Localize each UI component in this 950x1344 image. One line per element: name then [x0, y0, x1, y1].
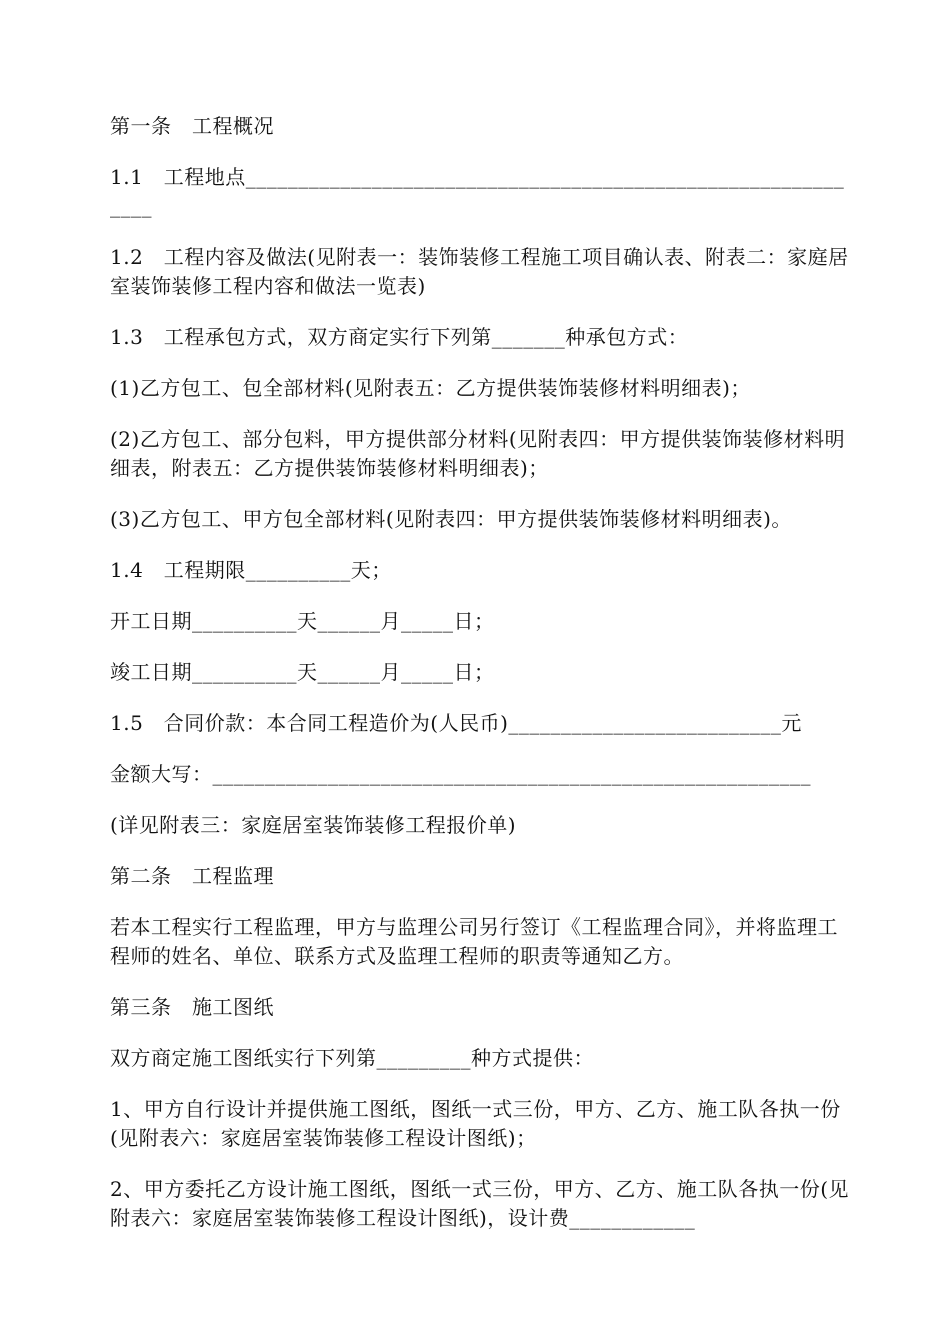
supervision-text: 若本工程实行工程监理，甲方与监理公司另行签订《工程监理合同》，并将监理工程师的姓名、单位、联系方式及监理工程师的职责等通知乙方。: [110, 915, 838, 968]
article-3-heading: 第三条 施工图纸: [110, 995, 274, 1019]
start-date: 开工日期__________天______月_____日；: [110, 609, 495, 633]
clause-1-3-contract-mode: 1.3 工程承包方式，双方商定实行下列第_______种承包方式：: [110, 325, 689, 349]
clause-1-1-location: 1.1 工程地点_____________________________________________________________: [110, 165, 845, 218]
mode-option-1: (1)乙方包工、包全部材料(见附表五：乙方提供装饰装修材料明细表)；: [110, 376, 751, 400]
price-note: (详见附表三：家庭居室装饰装修工程报价单): [110, 813, 517, 837]
article-2-heading: 第二条 工程监理: [110, 864, 274, 888]
amount-in-words: 金额大写：_________________________________________________________: [110, 762, 811, 786]
mode-option-3: (3)乙方包工、甲方包全部材料(见附表四：甲方提供装饰装修材料明细表)。: [110, 507, 792, 531]
completion-date: 竣工日期__________天______月_____日；: [110, 660, 495, 684]
clause-1-2-content: 1.2 工程内容及做法(见附表一：装饰装修工程施工项目确认表、附表二：家庭居室装饰装修工程内容和做法一览表): [110, 245, 849, 298]
drawings-option-2: 2、甲方委托乙方设计施工图纸，图纸一式三份，甲方、乙方、施工队各执一份(见附表六：家庭居室装饰装修工程设计图纸)，设计费____________: [110, 1177, 850, 1230]
drawings-mode: 双方商定施工图纸实行下列第_________种方式提供：: [110, 1046, 594, 1070]
drawings-option-1: 1、甲方自行设计并提供施工图纸，图纸一式三份，甲方、乙方、施工队各执一份(见附表六：家庭居室装饰装修工程设计图纸)；: [110, 1097, 841, 1150]
mode-option-2: (2)乙方包工、部分包料，甲方提供部分材料(见附表四：甲方提供装饰装修材料明细表，附表五：乙方提供装饰装修材料明细表)；: [110, 427, 846, 480]
clause-1-4-duration: 1.4 工程期限__________天；: [110, 558, 392, 582]
article-1-heading: 第一条 工程概况: [110, 114, 274, 138]
clause-1-5-price: 1.5 合同价款：本合同工程造价为(人民币)__________________________元: [110, 711, 802, 735]
